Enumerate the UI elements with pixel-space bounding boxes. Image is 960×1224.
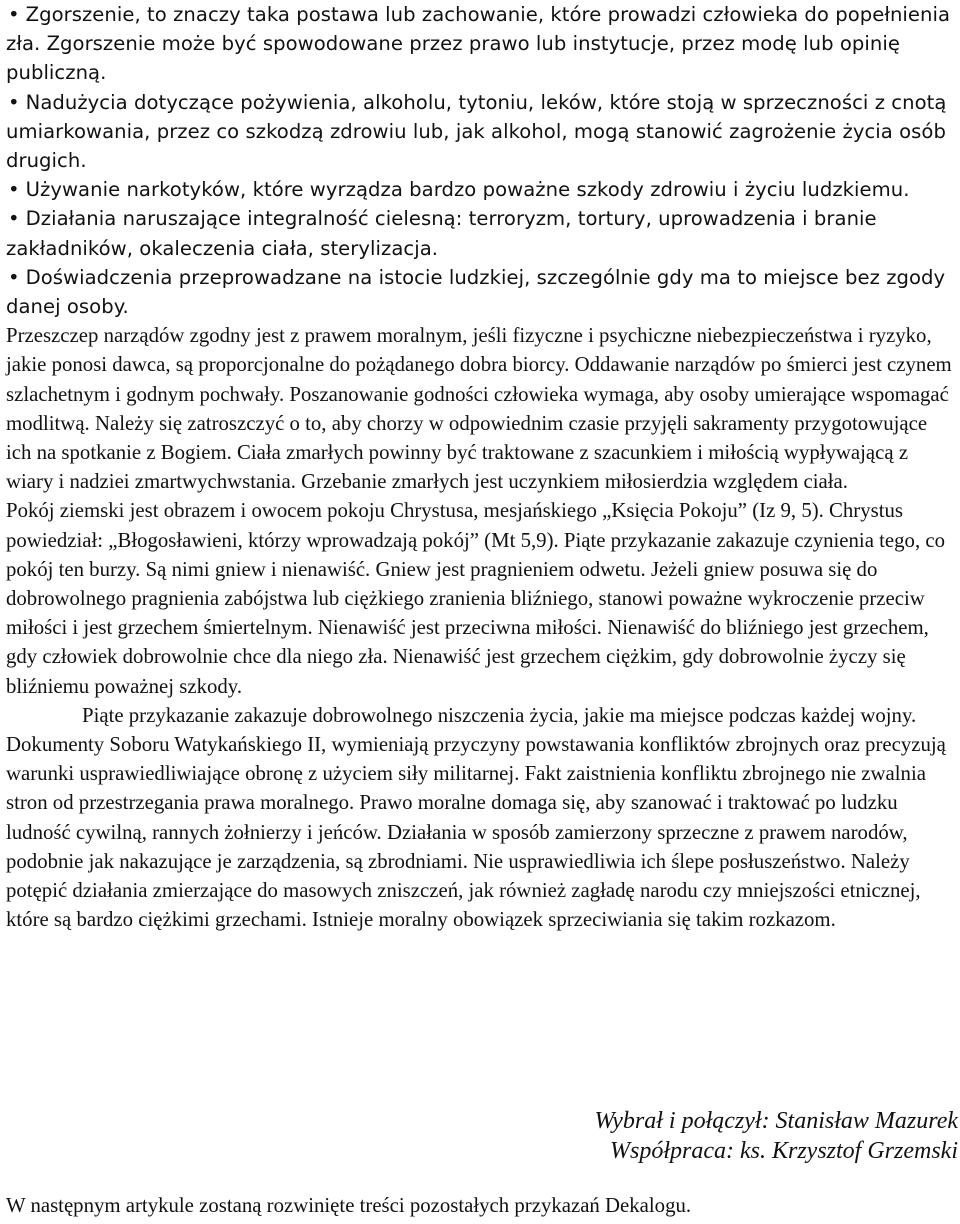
bullet-marker: • [8,3,20,26]
list-item-text: Zgorszenie, to znaczy taka postawa lub zachowanie, które prowadzi człowieka do popełnienia zła. Zgorszenie może być spowodowane przez prawo lub instytucje, przez modę lub opinię publiczną. [6,3,951,85]
list-item [6,88,956,176]
bullet-marker: • [8,90,20,114]
list-item-text: Doświadczenia przeprowadzane na istocie ludzkiej, szczególnie gdy ma to miejsce bez zgody danej osoby. [6,265,946,319]
list-item-text: Używanie narkotyków, które wyrządza bardzo poważne szkody zdrowiu i życiu ludzkiemu. [25,178,910,202]
document-body [6,0,956,935]
bullet-marker: • [8,178,20,202]
bullet-marker: • [8,207,20,231]
signature-cooperation: Współpraca: ks. Krzysztof Grzemski [610,1138,958,1164]
bullet-list [6,0,956,321]
list-item [6,175,956,204]
signature-author: Wybrał i połączył: Stanisław Mazurek [594,1108,958,1134]
list-item-text: Nadużycia dotyczące pożywienia, alkoholu, tytoniu, leków, które stoją w sprzeczności z cnotą umiarkowania, przez co szkodzą zdrowiu lub, jak alkohol, mogą stanowić zagrożenie życia osób drugich. [6,90,947,173]
list-item-text: Działania naruszające integralność cielesną: terroryzm, tortury, uprowadzenia i branie zakładników, okaleczenia ciała, sterylizacja. [6,207,877,260]
closing-note: W następnym artykule zostaną rozwinięte treści pozostałych przykazań Dekalogu. [6,1194,692,1217]
bullet-marker: • [8,265,20,289]
list-item [6,204,956,262]
list-item [6,263,956,321]
paragraph-peace: Pokój ziemski jest obrazem i owocem pokoju Chrystusa, mesjańskiego „Księcia Pokoju” (Iz 9, 5). Chrystus powiedział: „Błogosławieni, którzy wprowadzają pokój” (Mt 5,9). Piąte przykazanie zakazuje czynienia tego, co pokój ten burzy. Są nimi gniew i nienawiść. Gniew jest pragnieniem odwetu. Jeżeli gniew posuwa się do dobrowolnego pragnienia zabójstwa lub ciężkiego zranienia bliźniego, stanowi poważne wykroczenie przeciw miłości i jest grzechem śmiertelnym. Nienawiść jest przeciwna miłości. Nienawiść do bliźniego jest grzechem, gdy człowiek dobrowolnie chce dla niego zła. Nienawiść jest grzechem ciężkim, gdy dobrowolnie życzy się bliźniemu poważnej szkody. [6,499,945,698]
paragraph-war: Piąte przykazanie zakazuje dobrowolnego niszczenia życia, jakie ma miejsce podczas każdej wojny. Dokumenty Soboru Watykańskiego II, wymieniają przyczyny powstawania konfliktów zbrojnych oraz precyzują warunki usprawiedliwiające obronę z użyciem siły militarnej. Fakt zaistnienia konfliktu zbrojnego nie zwalnia stron od przestrzegania prawa moralnego. Prawo moralne domaga się, aby szanować i traktować po ludzku ludność cywilną, rannych żołnierzy i jeńców. Działania w sposób zamierzony sprzeczne z prawem narodów, podobnie jak nakazujące je zarządzenia, są zbrodniami. Nie usprawiedliwia ich ślepe posłuszeństwo. Należy potępić działania zmierzające do masowych zniszczeń, jak również zagładę narodu czy mniejszości etnicznej, które są bardzo ciężkimi grzechami. Istnieje moralny obowiązek sprzeciwiania się takim rozkazom. [6,703,946,932]
paragraph-transplant: Przeszczep narządów zgodny jest z prawem moralnym, jeśli fizyczne i psychiczne niebezpieczeństwa i ryzyko, jakie ponosi dawca, są proporcjonalne do pożądanego dobra biorcy. Oddawanie narządów po śmierci jest czynem szlachetnym i godnym pochwały. Poszanowanie godności człowieka wymaga, aby osoby umierające wspomagać modlitwą. Należy się zatroszczyć o to, aby chorzy w odpowiednim czasie przyjęli sakramenty przygotowujące ich na spotkanie z Bogiem. Ciała zmarłych powinny być traktowane z szacunkiem i miłością wypływającą z wiary i nadziei zmartwychwstania. Grzebanie zmarłych jest uczynkiem miłosierdzia względem ciała. [6,324,952,494]
list-item [6,0,956,88]
